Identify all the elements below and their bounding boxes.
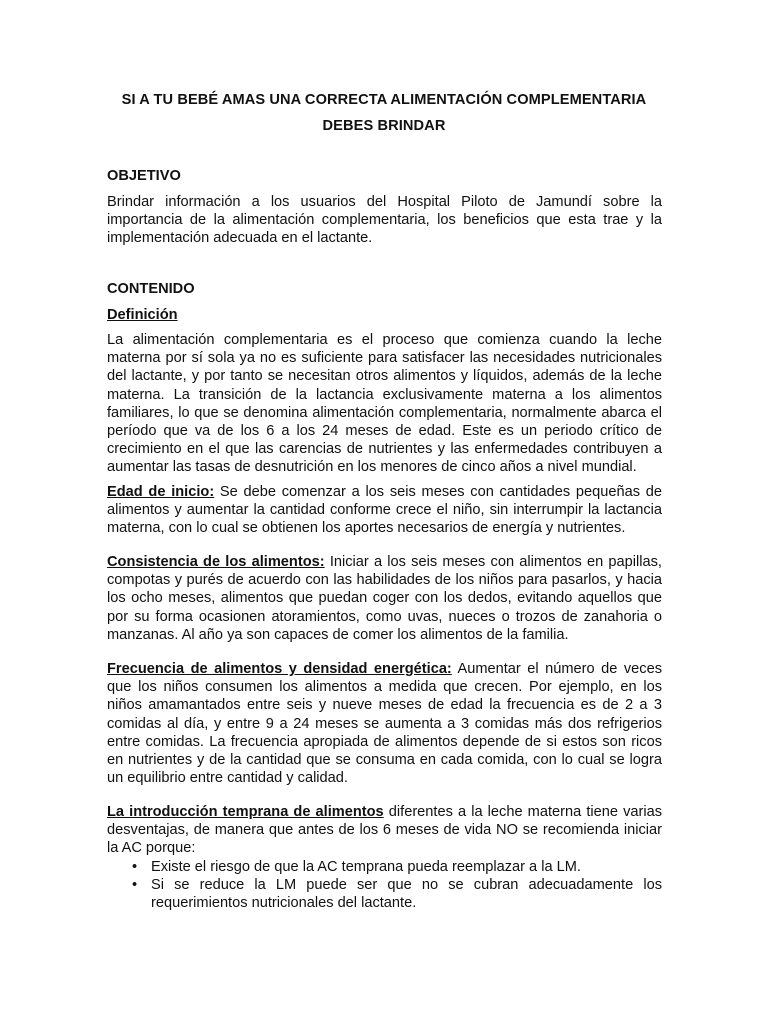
definicion-heading: Definición [107,307,178,323]
introduccion-temprana-label: La introducción temprana de alimentos [107,804,384,820]
frecuencia-paragraph [107,660,662,787]
bullet-icon: • [132,877,138,894]
contenido-heading: CONTENIDO [107,281,195,297]
objetivo-paragraph: Brindar información a los usuarios del Hospital Piloto de Jamundí sobre la importancia de la alimentación complementaria, los beneficios que esta trae y la implementación adecuada en el lactante. [107,194,662,247]
list-item-text: Si se reduce la LM puede ser que no se cubran adecuadamente los requerimientos nutricionales del lactante. [151,877,662,912]
consistencia-paragraph [107,553,662,644]
introduccion-temprana-paragraph [107,803,662,858]
bullet-icon: • [132,859,138,875]
list-item-text: Existe el riesgo de que la AC temprana pueda reemplazar a la LM. [151,859,581,875]
frecuencia-text: Aumentar el número de veces que los niños consumen los alimentos a medida que crecen. Por ejemplo, en los niños amamantados entre seis y nueve meses de edad la frecuencia es de 2 a 3 comidas al día, y entre 9 a 24 meses se aumenta a 3 comidas más dos refrigerios entre comidas. La frecuencia apropiada de alimentos depende de si estos son ricos en nutrientes y de la cantidad que se consuma en cada comida, con lo cual se logra un equilibrio entre cantidad y calidad. [107,661,662,787]
edad-de-inicio-paragraph [107,483,662,538]
frecuencia-label: Frecuencia de alimentos y densidad energética: [107,661,452,677]
definicion-paragraph: La alimentación complementaria es el proceso que comienza cuando la leche materna por sí sola ya no es suficiente para satisfacer las necesidades nutricionales del lactante, y por tanto se necesitan otros alimentos y líquidos, además de la leche materna. La transición de la lactancia exclusivamente materna a los alimentos familiares, lo que se denomina alimentación complementaria, normalmente abarca el período que va de los 6 a los 24 meses de edad. Este es un periodo crítico de crecimiento en el que las carencias de nutrientes y las enfermedades contribuyen a aumentar las tasas de desnutrición en los menores de cinco años a nivel mundial. [107,332,662,476]
edad-de-inicio-label: Edad de inicio: [107,484,215,500]
list-item [107,876,662,912]
introduccion-temprana-text: diferentes a la leche materna tiene varias desventajas, de manera que antes de los 6 meses de vida NO se recomienda iniciar la AC porque: [107,804,663,857]
consistencia-label: Consistencia de los alimentos: [107,554,325,570]
list-item [107,858,662,876]
document-title-line-2: DEBES BRINDAR [322,118,446,134]
document-title-line-1: SI A TU BEBÉ AMAS UNA CORRECTA ALIMENTACIÓN COMPLEMENTARIA [121,92,647,108]
disadvantages-list [107,858,662,913]
edad-de-inicio-text: Se debe comenzar a los seis meses con cantidades pequeñas de alimentos y aumentar la cantidad conforme crece el niño, sin interrumpir la lactancia materna, con lo cual se obtienen los aportes necesarios de energía y nutrientes. [107,484,662,537]
consistencia-text: Iniciar a los seis meses con alimentos en papillas, compotas y purés de acuerdo con las habilidades de los niños para pasarlos, y hacia los ocho meses, alimentos que puedan coger con los dedos, evitando aquellos que por su forma ocasionen atoramientos, como uvas, nueces o trozos de zanahoria o manzanas. Al año ya son capaces de comer los alimentos de la familia. [107,554,662,643]
objetivo-heading: OBJETIVO [107,168,181,184]
